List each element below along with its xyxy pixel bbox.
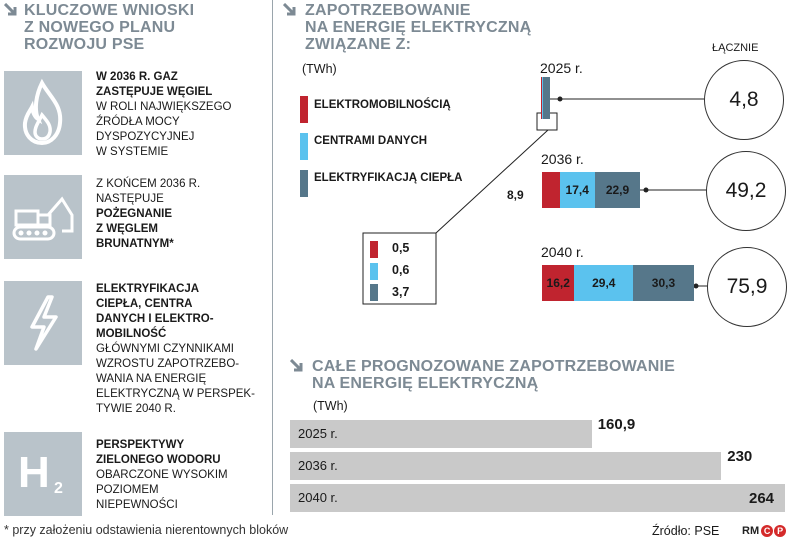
logo-text: RM [742, 525, 760, 537]
total-circle-2040: 75,9 [707, 247, 787, 327]
legend-label-heat: ELEKTRYFIKACJĄ CIEPŁA [314, 172, 463, 184]
logo-circle-p: P [774, 525, 786, 537]
total-bar-label: 2025 r. [298, 426, 338, 441]
year-label-2040: 2040 r. [541, 244, 584, 260]
footnote: * przy założeniu odstawienia nierentownych bloków [4, 523, 289, 537]
zoom-value-heat: 3,7 [392, 285, 410, 299]
bar-2040-heat: 30,3 [633, 265, 694, 301]
bar-2040-electromobility: 16,2 [542, 265, 574, 301]
left-heading: KLUCZOWE WNIOSKI Z NOWEGO PLANU ROZWOJU PSE [24, 2, 195, 53]
finding-lignite: Z KOŃCEM 2036 R. NASTĘPUJE POŻEGNANIE Z WĘGLEM BRUNATNYM* [96, 178, 201, 250]
bar-2036-datacenters: 17,4 [560, 172, 595, 208]
total-circle-2036: 49,2 [706, 151, 786, 231]
zoom-value-electromobility: 0,5 [392, 241, 410, 255]
total-bar-2040 [290, 484, 785, 512]
totals-header: ŁĄCZNIE [712, 42, 759, 54]
total-bar-2036 [290, 452, 721, 480]
legend-label-electromobility: ELEKTROMOBILNOŚCIĄ [314, 99, 451, 111]
year-label-2036: 2036 r. [541, 151, 584, 167]
zoom-swatch-datacenters [370, 263, 378, 280]
total-bar-value: 264 [749, 490, 775, 507]
legend-label-datacenters: CENTRAMI DANYCH [314, 135, 428, 147]
chart1-unit: (TWh) [302, 62, 337, 76]
zoom-swatch-heat [370, 284, 378, 301]
total-bar-value: 230 [727, 448, 753, 465]
bar-2036-heat: 22,9 [595, 172, 641, 208]
bar-2036-electromobility-label: 8,9 [507, 188, 524, 202]
bar-2036-electromobility [542, 172, 560, 208]
finding-electrification: ELEKTRYFIKACJA CIEPŁA, CENTRA DANYCH I ELEKTRO- MOBILNOŚĆ GŁÓWNYMI CZYNNIKAMI WZROSTU ZAPOTRZEBO- WANIA NA ENERGIĘ ELEKTRYCZNĄ W PERSPEK- TYWIE 2040 R. [96, 283, 255, 415]
publisher-logo [742, 525, 786, 537]
bar-2025 [541, 77, 550, 119]
chart2-unit: (TWh) [313, 399, 348, 413]
total-bar-label: 2036 r. [298, 458, 338, 473]
chart2-title: CAŁE PROGNOZOWANE ZAPOTRZEBOWANIE NA ENERGIĘ ELEKTRYCZNĄ [312, 358, 676, 392]
zoom-value-datacenters: 0,6 [392, 263, 410, 277]
bar-2040-datacenters: 29,4 [574, 265, 633, 301]
bar-2025-heat [543, 77, 550, 119]
zoom-swatch-electromobility [370, 241, 378, 258]
hydrogen-subscript: 2 [54, 480, 63, 497]
source-label: Źródło: PSE [652, 524, 720, 538]
total-bar-label: 2040 r. [298, 490, 338, 505]
finding-hydrogen: PERSPEKTYWY ZIELONEGO WODORU OBARCZONE WYSOKIM POZIOMEM NIEPEWNOŚCI [96, 439, 228, 511]
logo-circle-c: C [761, 525, 773, 537]
total-circle-2025: 4,8 [704, 60, 784, 140]
hydrogen-symbol: H [18, 448, 50, 497]
year-label-2025: 2025 r. [540, 60, 583, 76]
chart1-title: ZAPOTRZEBOWANIE NA ENERGIĘ ELEKTRYCZNĄ ZWIĄZANE Z: [305, 2, 532, 53]
finding-gas: W 2036 R. GAZ ZASTĘPUJE WĘGIEL W ROLI NAJWIĘKSZEGO ŹRÓDŁA MOCY DYSPOZYCYJNEJ W SYSTEMIE [96, 71, 232, 158]
total-bar-value: 160,9 [597, 416, 636, 433]
arrow-down-right-icon [290, 359, 304, 373]
